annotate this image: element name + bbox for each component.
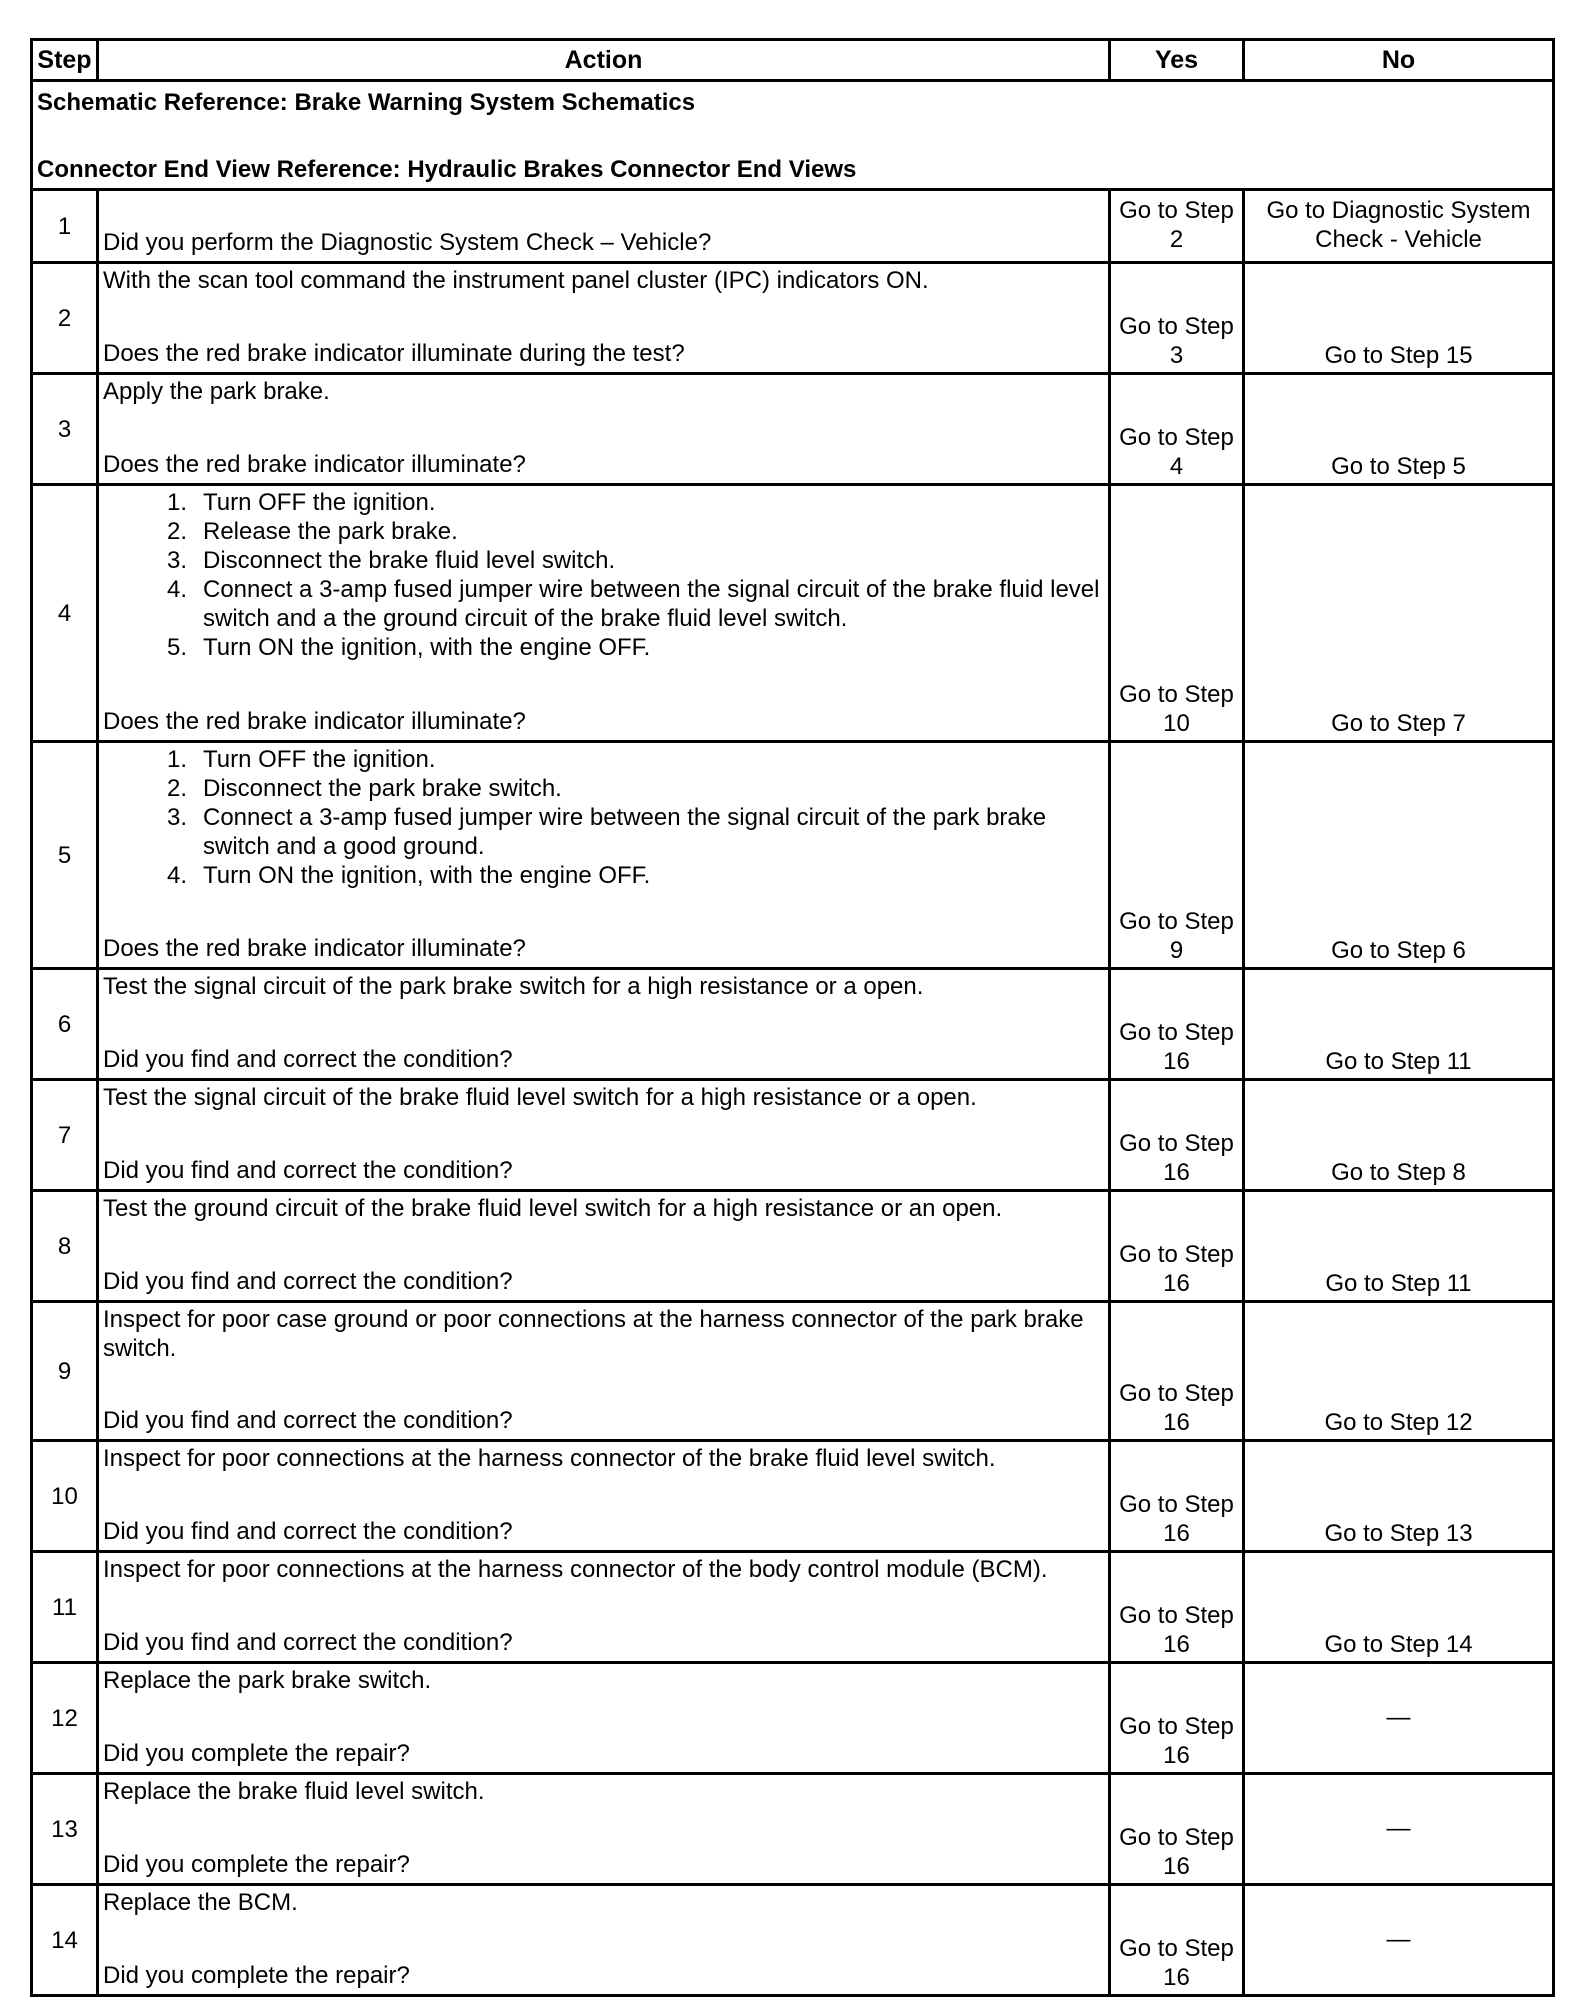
- action-cell: [98, 969, 1110, 1080]
- no-cell: —: [1244, 1663, 1554, 1774]
- substep-number: 4.: [166, 862, 187, 889]
- substep-list: [103, 488, 1104, 662]
- no-cell: Go to Step 7: [1244, 485, 1554, 742]
- step-row: [32, 485, 1554, 742]
- step-row: [32, 374, 1554, 485]
- action-question: Does the red brake indicator illuminate?: [103, 708, 526, 735]
- action-question: Did you find and correct the condition?: [103, 1268, 513, 1295]
- step-row: [32, 1441, 1554, 1552]
- substep-number: 4.: [166, 576, 187, 603]
- step-row: [32, 742, 1554, 969]
- substep-item: [166, 517, 1104, 546]
- action-question: Did you find and correct the condition?: [103, 1046, 513, 1073]
- step-row: [32, 263, 1554, 374]
- no-cell: Go to Step 15: [1244, 263, 1554, 374]
- action-instruction: Replace the brake fluid level switch.: [103, 1778, 485, 1805]
- connector-reference: Connector End View Reference: Hydraulic Brakes Connector End Views: [37, 156, 857, 183]
- substep-number: 2.: [166, 518, 187, 545]
- substep-text: Turn ON the ignition, with the engine OFF.: [203, 634, 651, 661]
- substep-text: Disconnect the park brake switch.: [203, 775, 562, 802]
- action-question: Does the red brake indicator illuminate?: [103, 935, 526, 962]
- yes-cell: Go to Step 2: [1110, 190, 1244, 263]
- step-row: [32, 1774, 1554, 1885]
- substep-text: Turn ON the ignition, with the engine OFF.: [203, 862, 651, 889]
- yes-cell: Go to Step 16: [1110, 1663, 1244, 1774]
- action-instruction: Test the signal circuit of the park brake switch for a high resistance or a open.: [103, 973, 924, 1000]
- substep-item: [166, 633, 1104, 662]
- yes-cell: Go to Step 16: [1110, 1191, 1244, 1302]
- no-cell: Go to Step 6: [1244, 742, 1554, 969]
- step-number: 12: [32, 1663, 98, 1774]
- yes-cell: Go to Step 16: [1110, 1774, 1244, 1885]
- yes-cell: Go to Step 3: [1110, 263, 1244, 374]
- substep-item: [166, 546, 1104, 575]
- step-number: 6: [32, 969, 98, 1080]
- action-instruction: With the scan tool command the instrument panel cluster (IPC) indicators ON.: [103, 267, 929, 294]
- yes-cell: Go to Step 16: [1110, 1552, 1244, 1663]
- action-cell: [98, 1191, 1110, 1302]
- step-number: 4: [32, 485, 98, 742]
- step-number: 5: [32, 742, 98, 969]
- substep-number: 1.: [166, 489, 187, 516]
- action-question: Did you find and correct the condition?: [103, 1629, 513, 1656]
- action-question: Does the red brake indicator illuminate?: [103, 451, 526, 478]
- action-cell: [98, 1080, 1110, 1191]
- no-cell: Go to Diagnostic System Check - Vehicle: [1244, 190, 1554, 263]
- no-cell: Go to Step 12: [1244, 1302, 1554, 1441]
- action-question: Did you find and correct the condition?: [103, 1157, 513, 1184]
- no-cell: Go to Step 8: [1244, 1080, 1554, 1191]
- header-action: Action: [98, 40, 1110, 81]
- action-question: Did you find and correct the condition?: [103, 1407, 513, 1434]
- schematic-reference: Schematic Reference: Brake Warning System Schematics: [37, 89, 696, 116]
- action-instruction: Replace the park brake switch.: [103, 1667, 432, 1694]
- header-step: Step: [32, 40, 98, 81]
- action-instruction: Inspect for poor case ground or poor connections at the harness connector of the park brake switch.: [103, 1306, 1084, 1362]
- step-row: [32, 1885, 1554, 1996]
- action-question: Did you complete the repair?: [103, 1740, 410, 1767]
- yes-cell: Go to Step 16: [1110, 1885, 1244, 1996]
- action-cell: [98, 1663, 1110, 1774]
- step-row: [32, 1080, 1554, 1191]
- no-cell: Go to Step 13: [1244, 1441, 1554, 1552]
- step-number: 7: [32, 1080, 98, 1191]
- no-cell: —: [1244, 1885, 1554, 1996]
- no-cell: —: [1244, 1774, 1554, 1885]
- action-instruction: Test the ground circuit of the brake fluid level switch for a high resistance or an open.: [103, 1195, 1003, 1222]
- substep-item: [166, 488, 1104, 517]
- action-question: Did you find and correct the condition?: [103, 1518, 513, 1545]
- step-number: 3: [32, 374, 98, 485]
- substep-text: Turn OFF the ignition.: [203, 489, 436, 516]
- step-row: [32, 1663, 1554, 1774]
- step-number: 10: [32, 1441, 98, 1552]
- step-row: [32, 1552, 1554, 1663]
- action-cell: [98, 1552, 1110, 1663]
- action-question: Did you perform the Diagnostic System Check – Vehicle?: [103, 229, 712, 256]
- header-no: No: [1244, 40, 1554, 81]
- header-row: [32, 40, 1554, 81]
- substep-item: [166, 575, 1104, 633]
- substep-text: Connect a 3-amp fused jumper wire between the signal circuit of the park brake switch and a good ground.: [203, 804, 1047, 860]
- yes-cell: Go to Step 16: [1110, 1080, 1244, 1191]
- substep-number: 1.: [166, 746, 187, 773]
- action-cell: [98, 1885, 1110, 1996]
- step-number: 11: [32, 1552, 98, 1663]
- yes-cell: Go to Step 9: [1110, 742, 1244, 969]
- action-instruction: Inspect for poor connections at the harness connector of the brake fluid level switch.: [103, 1445, 996, 1472]
- reference-cell: [32, 81, 1554, 190]
- substep-text: Release the park brake.: [203, 518, 458, 545]
- action-instruction: Test the signal circuit of the brake fluid level switch for a high resistance or a open.: [103, 1084, 977, 1111]
- no-cell: Go to Step 11: [1244, 969, 1554, 1080]
- step-number: 8: [32, 1191, 98, 1302]
- action-cell: [98, 742, 1110, 969]
- step-number: 2: [32, 263, 98, 374]
- no-cell: Go to Step 14: [1244, 1552, 1554, 1663]
- yes-cell: Go to Step 10: [1110, 485, 1244, 742]
- action-cell: [98, 1441, 1110, 1552]
- step-number: 13: [32, 1774, 98, 1885]
- substep-text: Disconnect the brake fluid level switch.: [203, 547, 616, 574]
- substep-number: 5.: [166, 634, 187, 661]
- substep-list: [103, 745, 1104, 890]
- substep-text: Connect a 3-amp fused jumper wire between the signal circuit of the brake fluid level switch and a the ground circuit of the brake fluid level switch.: [203, 576, 1100, 632]
- substep-item: [166, 745, 1104, 774]
- action-cell: [98, 374, 1110, 485]
- substep-item: [166, 861, 1104, 890]
- action-question: Did you complete the repair?: [103, 1851, 410, 1878]
- action-cell: [98, 485, 1110, 742]
- step-number: 1: [32, 190, 98, 263]
- step-number: 14: [32, 1885, 98, 1996]
- no-cell: Go to Step 5: [1244, 374, 1554, 485]
- substep-number: 3.: [166, 804, 187, 831]
- step-row: [32, 1302, 1554, 1441]
- header-yes: Yes: [1110, 40, 1244, 81]
- yes-cell: Go to Step 4: [1110, 374, 1244, 485]
- yes-cell: Go to Step 16: [1110, 1441, 1244, 1552]
- substep-item: [166, 774, 1104, 803]
- action-cell: [98, 263, 1110, 374]
- yes-cell: Go to Step 16: [1110, 969, 1244, 1080]
- diagnostic-table: [30, 38, 1555, 1997]
- action-instruction: Inspect for poor connections at the harness connector of the body control module (BCM).: [103, 1556, 1048, 1583]
- substep-number: 2.: [166, 775, 187, 802]
- action-instruction: Replace the BCM.: [103, 1889, 298, 1916]
- action-instruction: Apply the park brake.: [103, 378, 330, 405]
- substep-item: [166, 803, 1104, 861]
- no-cell: Go to Step 11: [1244, 1191, 1554, 1302]
- step-row: [32, 190, 1554, 263]
- step-row: [32, 969, 1554, 1080]
- substep-number: 3.: [166, 547, 187, 574]
- step-number: 9: [32, 1302, 98, 1441]
- reference-row: [32, 81, 1554, 190]
- substep-text: Turn OFF the ignition.: [203, 746, 436, 773]
- action-cell: [98, 1774, 1110, 1885]
- action-question: Does the red brake indicator illuminate during the test?: [103, 340, 685, 367]
- action-question: Did you complete the repair?: [103, 1962, 410, 1989]
- action-cell: [98, 1302, 1110, 1441]
- yes-cell: Go to Step 16: [1110, 1302, 1244, 1441]
- action-cell: [98, 190, 1110, 263]
- step-row: [32, 1191, 1554, 1302]
